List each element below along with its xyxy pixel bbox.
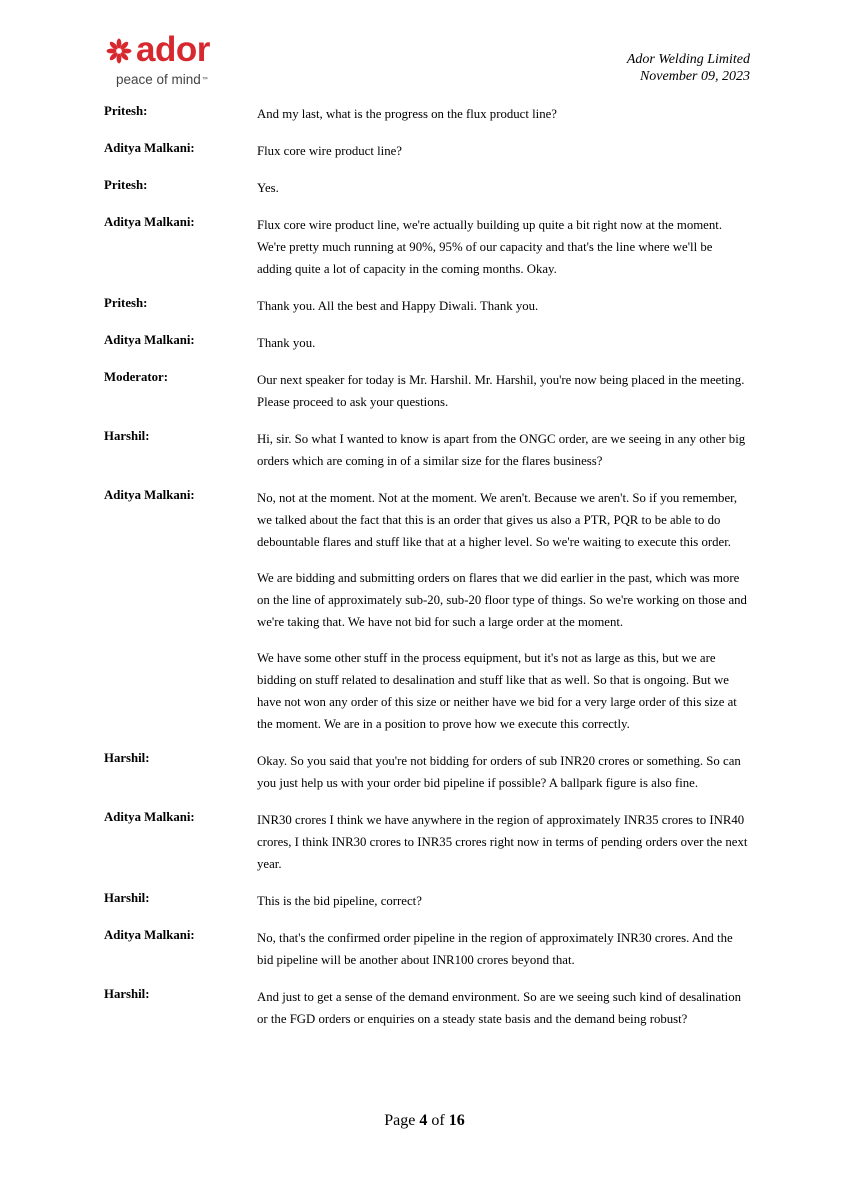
page-current: 4: [419, 1112, 428, 1129]
speech-paragraph: No, not at the moment. Not at the moment. We aren't. Because we aren't. So if you remember, we talked about the fact that this is an order that gives us also a PTR, PQR to be able to do debountable flares and stuff like that at a higher level. So we're waiting to execute this order.: [257, 491, 738, 549]
speech-paragraph: INR30 crores I think we have anywhere in the region of approximately INR35 crores to INR40 crores, I think INR30 crores to INR35 crores right now in terms of pending orders over the next year.: [257, 813, 748, 871]
speaker-name: Pritesh:: [104, 178, 148, 192]
speaker-name: Harshil:: [104, 987, 150, 1001]
speaker-name: Aditya Malkani:: [104, 810, 195, 824]
speaker-name: Pritesh:: [104, 296, 148, 310]
speaker-name: Aditya Malkani:: [104, 928, 195, 942]
speech-paragraph: Flux core wire product line?: [257, 144, 402, 158]
speech-paragraph: Flux core wire product line, we're actually building up quite a bit right now at the moment. We're pretty much running at 90%, 95% of our capacity and that's the line where we'll be adding quite a lot of capacity in the coming months. Okay.: [257, 218, 723, 276]
flower-logo-icon: [106, 38, 132, 64]
speech-paragraph: We have some other stuff in the process equipment, but it's not as large as this, but we are bidding on stuff related to desalination and stuff like that as well. So that is ongoing. But we have not won any order of this size or neither have we bid for a very large order of this size at the moment. We are in a position to prove how we execute this correctly.: [257, 651, 737, 731]
speech-text: [257, 103, 748, 125]
speech-text: [257, 927, 748, 971]
speech-paragraph: Hi, sir. So what I wanted to know is apart from the ONGC order, are we seeing in any other big orders which are coming in of a similar size for the flares business?: [257, 432, 746, 468]
transcript-turn: [104, 295, 748, 317]
page-label: Page: [384, 1112, 416, 1129]
speech-text: [257, 177, 748, 199]
speech-paragraph: Yes.: [257, 181, 279, 195]
speaker-name: Aditya Malkani:: [104, 488, 195, 502]
speech-paragraph: Thank you.: [257, 336, 316, 350]
transcript-turn: [104, 140, 748, 162]
speaker-name: Aditya Malkani:: [104, 333, 195, 347]
speech-paragraph: Our next speaker for today is Mr. Harshil. Mr. Harshil, you're now being placed in the meeting. Please proceed to ask your questions.: [257, 373, 745, 409]
page-total: 16: [448, 1112, 465, 1129]
transcript-turn: [104, 986, 748, 1030]
speech-text: [257, 332, 748, 354]
speech-text: [257, 428, 748, 472]
transcript-turn: [104, 890, 748, 912]
trademark-symbol: ™: [201, 77, 208, 83]
speech-text: [257, 140, 748, 162]
company-name: Ador Welding Limited: [626, 52, 750, 67]
page-of: of: [431, 1112, 445, 1129]
speech-text: [257, 750, 748, 794]
speech-text: [257, 890, 748, 912]
speech-paragraph: Okay. So you said that you're not bidding for orders of sub INR20 crores or something. So can you just help us with your order bid pipeline if possible? A ballpark figure is also fine.: [257, 754, 741, 790]
speech-paragraph: We are bidding and submitting orders on flares that we did earlier in the past, which was more on the line of approximately sub-20, sub-20 floor type of things. So we're working on those and we're taking that. We have not bid for such a large order at the moment.: [257, 571, 747, 629]
speech-text: [257, 809, 748, 875]
speaker-name: Pritesh:: [104, 104, 148, 118]
transcript-turn: [104, 177, 748, 199]
speaker-name: Moderator:: [104, 370, 168, 384]
transcript-turn: [104, 750, 748, 794]
transcript-turn: [104, 214, 748, 280]
document-header: [627, 51, 750, 85]
speaker-name: Aditya Malkani:: [104, 141, 195, 155]
speech-text: [257, 487, 748, 735]
speech-paragraph: And my last, what is the progress on the flux product line?: [257, 107, 557, 121]
speech-paragraph: This is the bid pipeline, correct?: [257, 894, 422, 908]
speaker-name: Aditya Malkani:: [104, 215, 195, 229]
transcript-turn: [104, 332, 748, 354]
page-number: [0, 1111, 849, 1131]
transcript-body: [104, 103, 748, 1045]
speech-paragraph: No, that's the confirmed order pipeline in the region of approximately INR30 crores. And the bid pipeline will be another about INR100 crores beyond that.: [257, 931, 733, 967]
speech-paragraph: And just to get a sense of the demand environment. So are we seeing such kind of desalination or the FGD orders or enquiries on a steady state basis and the demand being robust?: [257, 990, 742, 1026]
transcript-turn: [104, 428, 748, 472]
speech-text: [257, 295, 748, 317]
speaker-name: Harshil:: [104, 751, 150, 765]
speech-text: [257, 369, 748, 413]
speaker-name: Harshil:: [104, 429, 150, 443]
document-date: November 09, 2023: [639, 69, 750, 84]
logo-wordmark: ador: [136, 30, 210, 69]
transcript-turn: [104, 103, 748, 125]
transcript-turn: [104, 487, 748, 735]
transcript-turn: [104, 369, 748, 413]
speaker-name: Harshil:: [104, 891, 150, 905]
speech-text: [257, 214, 748, 280]
transcript-turn: [104, 927, 748, 971]
transcript-turn: [104, 809, 748, 875]
ador-logo: [98, 30, 238, 94]
speech-text: [257, 986, 748, 1030]
logo-tagline-text: peace of mind: [116, 72, 201, 87]
logo-tagline: [116, 72, 208, 88]
speech-paragraph: Thank you. All the best and Happy Diwali. Thank you.: [257, 299, 539, 313]
